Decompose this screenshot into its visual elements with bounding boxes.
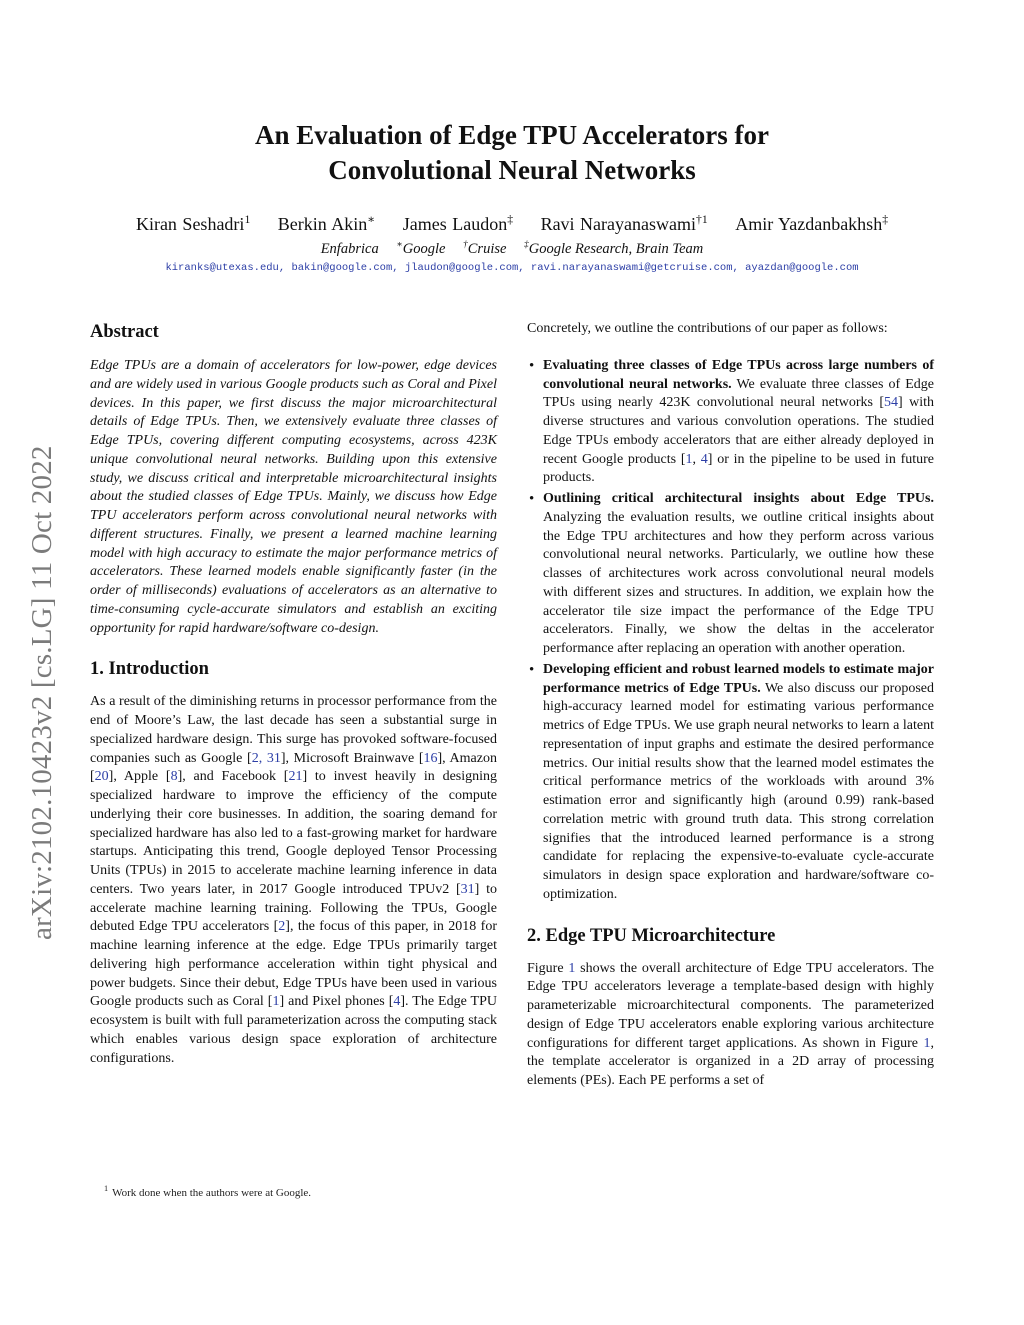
figure-link[interactable]: 1 bbox=[568, 960, 576, 976]
figure-link[interactable]: 1 bbox=[923, 1035, 931, 1051]
right-column bbox=[527, 320, 934, 1091]
author-emails[interactable]: kiranks@utexas.edu, bakin@google.com, jlaudon@google.com, ravi.narayanaswami@getcruise.com, ayazdan@google.com bbox=[165, 262, 859, 274]
title-line-2: Convolutional Neural Networks bbox=[328, 155, 696, 185]
citation-link[interactable]: 1 bbox=[272, 994, 280, 1010]
author: Kiran Seshadri$^1$ bbox=[135, 213, 251, 234]
affiliation: Enfabrica bbox=[320, 241, 379, 257]
affiliation: †Cruise bbox=[463, 240, 507, 257]
contributions-list bbox=[527, 357, 934, 905]
author-list bbox=[0, 214, 1024, 235]
section-2-paragraph: Figure 1 shows the overall architecture of Edge TPU accelerators. The Edge TPU accelerators leverage a template-based design with highly parameterizable microarchitectural components. The parameterized design of Edge TPU accelerators enable exploring various architecture configurations for different target applications. As shown in Figure 1, the template accelerator is organized in a 2D array of processing elements (PEs). Each PE performs a set of bbox=[527, 960, 935, 1088]
introduction-paragraph: As a result of the diminishing returns in processor performance from the end of Moore’s Law, the last decade has seen a substantial surge in specialized hardware design. This surge has provoked software-focused companies such as Google [2, 31], Microsoft Brainwave [16], Amazon [20], Apple [8], and Facebook [21] to invest heavily in designing specialized hardware to improve the efficiency of the compute underlying their core businesses. In addition, the soaring demand for specialized hardware has also led to a fast-growing market for hardware startups. Anticipating this trend, Google deployed Tensor Processing Units (TPUs) in 2015 to accelerate machine learning inference in data centers. Two years later, in 2017 Google introduced TPUv2 [31] to accelerate machine learning training. Following the TPUs, Google debuted Edge TPU accelerators [2], the focus of this paper, in 2018 for machine learning inference at the edge. Edge TPUs primarily target delivering high performance acceleration within tight physical and power budgets. Since their debut, Edge TPUs have been used in various Google products such as Coral [1] and Pixel phones [4]. The Edge TPU ecosystem is built with full parameterization across the computing stack which enables various design space exploration of architecture configurations. bbox=[90, 694, 498, 1066]
affiliation: ‡Google Research, Brain Team bbox=[524, 240, 704, 257]
citation-link[interactable]: 1 bbox=[685, 451, 693, 467]
citation-link[interactable]: 4 bbox=[700, 451, 708, 467]
author: Amir Yazdanbakhsh‡ bbox=[735, 213, 889, 234]
citation-link[interactable]: 8 bbox=[170, 769, 178, 785]
section-2-heading: 2. Edge TPU Microarchitecture bbox=[527, 925, 776, 946]
introduction-heading: 1. Introduction bbox=[90, 659, 209, 680]
arxiv-sidebar-stamp: arXiv:2102.10423v2 [cs.LG] 11 Oct 2022 bbox=[26, 445, 58, 940]
citation-link[interactable]: 21 bbox=[288, 769, 303, 785]
citation-link[interactable]: 16 bbox=[423, 750, 438, 766]
abstract-heading: Abstract bbox=[90, 322, 159, 342]
citation-link[interactable]: 4 bbox=[393, 994, 401, 1010]
citation-link[interactable]: 2 bbox=[278, 919, 286, 935]
title-line-1: An Evaluation of Edge TPU Accelerators for bbox=[255, 120, 769, 150]
citation-link[interactable]: 20 bbox=[94, 769, 109, 785]
left-column bbox=[90, 320, 497, 1068]
contributions-lead: Concretely, we outline the contributions of our paper as follows: bbox=[527, 321, 888, 336]
author: James Laudon‡ bbox=[402, 213, 514, 234]
author: Berkin Akin∗ bbox=[277, 213, 376, 234]
citation-link[interactable]: 2, 31 bbox=[251, 750, 281, 766]
list-item: • Evaluating three classes of Edge TPUs across large numbers of convolutional neural networks. We evaluate three classes of Edge TPUs using nearly 423K convolutional neural networks [54] with diverse structures and various convolution operations. The studied Edge TPUs embody accelerators that are either already deployed in recent Google products [1, 4] or in the pipeline to be used in future products. bbox=[543, 357, 934, 488]
affiliations bbox=[0, 241, 1024, 258]
citation-link[interactable]: 54 bbox=[884, 395, 899, 411]
author: Ravi Narayanaswami$^{\dagger 1}$ bbox=[540, 213, 708, 234]
abstract-text: Edge TPUs are a domain of accelerators for low-power, edge devices and are widely used in various Google products such as Coral and Pixel devices. In this paper, we first discuss the major microarchitectural details of Edge TPUs. Then, we extensively evaluate three classes of Edge TPUs, covering different computing ecosystems, across 423K unique convolutional neural networks. Building upon this extensive study, we discuss critical and interpretable microarchitectural insights about the studied classes of Edge TPUs. Mainly, we discuss how Edge TPU accelerators perform across convolutional neural networks with different structures. Finally, we present a learned machine learning model with high accuracy to estimate the major performance metrics of accelerators. These learned models enable significantly faster (in the order of milliseconds) evaluations of accelerators as an alternative to time-consuming cycle-accurate simulators and establish an exciting opportunity for rapid hardware/software co-design. bbox=[90, 358, 497, 636]
paper-title bbox=[0, 118, 1024, 188]
footnote: $^1$ Work done when the authors were at Google. bbox=[104, 1184, 312, 1199]
list-item: • Outlining critical architectural insights about Edge TPUs. Analyzing the evaluation results, we outline critical insights about the Edge TPU architectures and how they perform across various convolutional neural networks. Particularly, we outline how these classes of architectures work across convolutional neural models with different sizes and structures. In addition, we explain how the accelerator tile size impact the performance of the Edge TPU accelerators. Finally, we show the deltas in the accelerator performance after replacing an operation with another operation. bbox=[543, 490, 934, 659]
citation-link[interactable]: 31 bbox=[460, 881, 475, 897]
list-item: • Developing efficient and robust learned models to estimate major performance metrics of Edge TPUs. We also discuss our proposed high-accuracy learned model for estimating various performance metrics of Edge TPUs. We use graph neural networks to learn a latent representation of input graphs and estimate the desired performance metrics. Our initial results show that the learned model estimates the critical performance metrics of the workloads with around 3% estimation error and significantly high (around 0.99) rank-based correlation metric with ground truth data. This strong correlation signifies that the introduced learned performance is a strong candidate for replacing the expensive-to-evaluate cycle-accurate simulators in design space exploration and hardware/software co-optimization. bbox=[543, 661, 934, 905]
affiliation: ∗Google bbox=[396, 240, 446, 257]
